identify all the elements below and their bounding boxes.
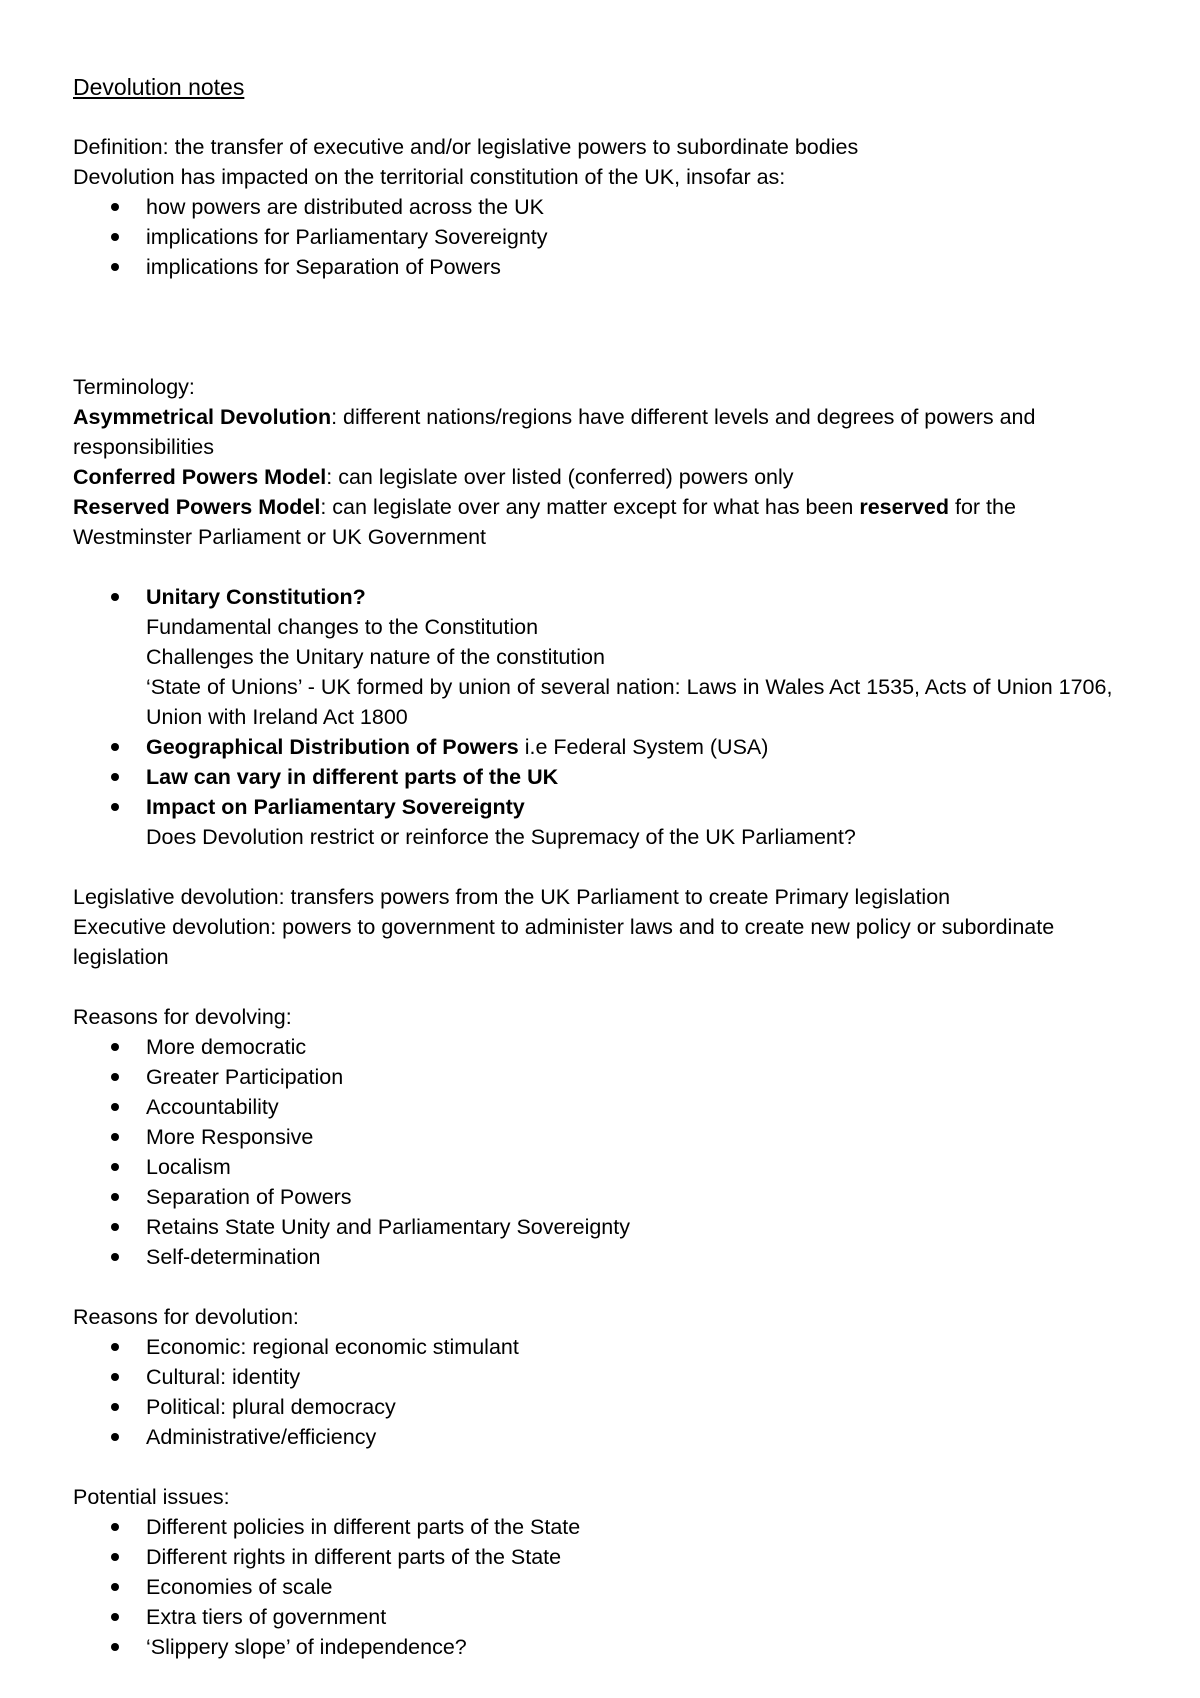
list-item	[73, 762, 1133, 792]
impact-line: Devolution has impacted on the territorial constitution of the UK, insofar as:	[73, 165, 786, 189]
constitution-list	[73, 582, 1133, 852]
issues-list	[73, 1512, 1133, 1662]
reasons-devolving-list	[73, 1032, 1133, 1272]
list-item: ‘Slippery slope’ of independence?	[73, 1632, 1133, 1662]
list-item: Different policies in different parts of the State	[73, 1512, 1133, 1542]
list-item: Economies of scale	[73, 1572, 1133, 1602]
term-definition: : can legislate over listed (conferred) powers only	[326, 465, 794, 489]
geo-rest: i.e Federal System (USA)	[524, 735, 769, 759]
page-title: Devolution notes	[73, 74, 245, 100]
term-reserved	[73, 492, 1133, 552]
list-item: implications for Parliamentary Sovereignty	[73, 222, 1133, 252]
geo-title: Geographical Distribution of Powers	[146, 735, 525, 759]
list-item: Administrative/efficiency	[73, 1422, 1133, 1452]
list-item: Political: plural democracy	[73, 1392, 1133, 1422]
list-item: Greater Participation	[73, 1062, 1133, 1092]
list-item: implications for Separation of Powers	[73, 252, 1133, 282]
list-item	[73, 582, 1133, 732]
list-item: Localism	[73, 1152, 1133, 1182]
list-item	[73, 792, 1133, 852]
list-item: More democratic	[73, 1032, 1133, 1062]
reasons-devolution-list	[73, 1332, 1133, 1452]
sub-line: Fundamental changes to the Constitution	[146, 615, 539, 639]
term-label: Reserved Powers Model	[73, 495, 321, 519]
list-item: Separation of Powers	[73, 1182, 1133, 1212]
document-page	[73, 72, 1133, 1662]
term-label: Conferred Powers Model	[73, 465, 327, 489]
term-emphasis: reserved	[859, 495, 950, 519]
impact-title: Impact on Parliamentary Sovereignty	[146, 795, 525, 819]
term-conferred	[73, 462, 1133, 492]
executive-devolution: Executive devolution: powers to government to administer laws and to create new policy or subordinate legislation	[73, 915, 1055, 969]
term-definition: : different nations/regions have different levels and degrees of powers and responsibilities	[73, 405, 1036, 459]
impact-list	[73, 192, 1133, 282]
term-asymmetrical	[73, 402, 1133, 462]
list-item: Cultural: identity	[73, 1362, 1133, 1392]
sub-line: ‘State of Unions’ - UK formed by union of several nation: Laws in Wales Act 1535, Acts of Union 1706, Union with Ireland Act 1800	[146, 675, 1113, 729]
sub-line: Challenges the Unitary nature of the constitution	[146, 645, 605, 669]
term-definition: : can legislate over any matter except for what has been	[320, 495, 860, 519]
term-label: Asymmetrical Devolution	[73, 405, 332, 429]
list-item: Accountability	[73, 1092, 1133, 1122]
law-vary: Law can vary in different parts of the UK	[146, 765, 559, 789]
list-item: Extra tiers of government	[73, 1602, 1133, 1632]
list-item: Economic: regional economic stimulant	[73, 1332, 1133, 1362]
issues-heading: Potential issues:	[73, 1485, 230, 1509]
reasons-devolving-heading: Reasons for devolving:	[73, 1005, 292, 1029]
unitary-title: Unitary Constitution?	[146, 585, 366, 609]
list-item: Self-determination	[73, 1242, 1133, 1272]
legislative-devolution: Legislative devolution: transfers powers from the UK Parliament to create Primary legislation	[73, 885, 951, 909]
term-definition: for the Westminster Parliament or UK Government	[73, 495, 1016, 549]
reasons-devolution-heading: Reasons for devolution:	[73, 1305, 299, 1329]
sub-line: Does Devolution restrict or reinforce the Supremacy of the UK Parliament?	[146, 825, 856, 849]
definition-line: Definition: the transfer of executive and/or legislative powers to subordinate bodies	[73, 135, 859, 159]
terminology-heading: Terminology:	[73, 375, 195, 399]
list-item: how powers are distributed across the UK	[73, 192, 1133, 222]
list-item: More Responsive	[73, 1122, 1133, 1152]
list-item	[73, 732, 1133, 762]
list-item: Different rights in different parts of the State	[73, 1542, 1133, 1572]
list-item: Retains State Unity and Parliamentary Sovereignty	[73, 1212, 1133, 1242]
